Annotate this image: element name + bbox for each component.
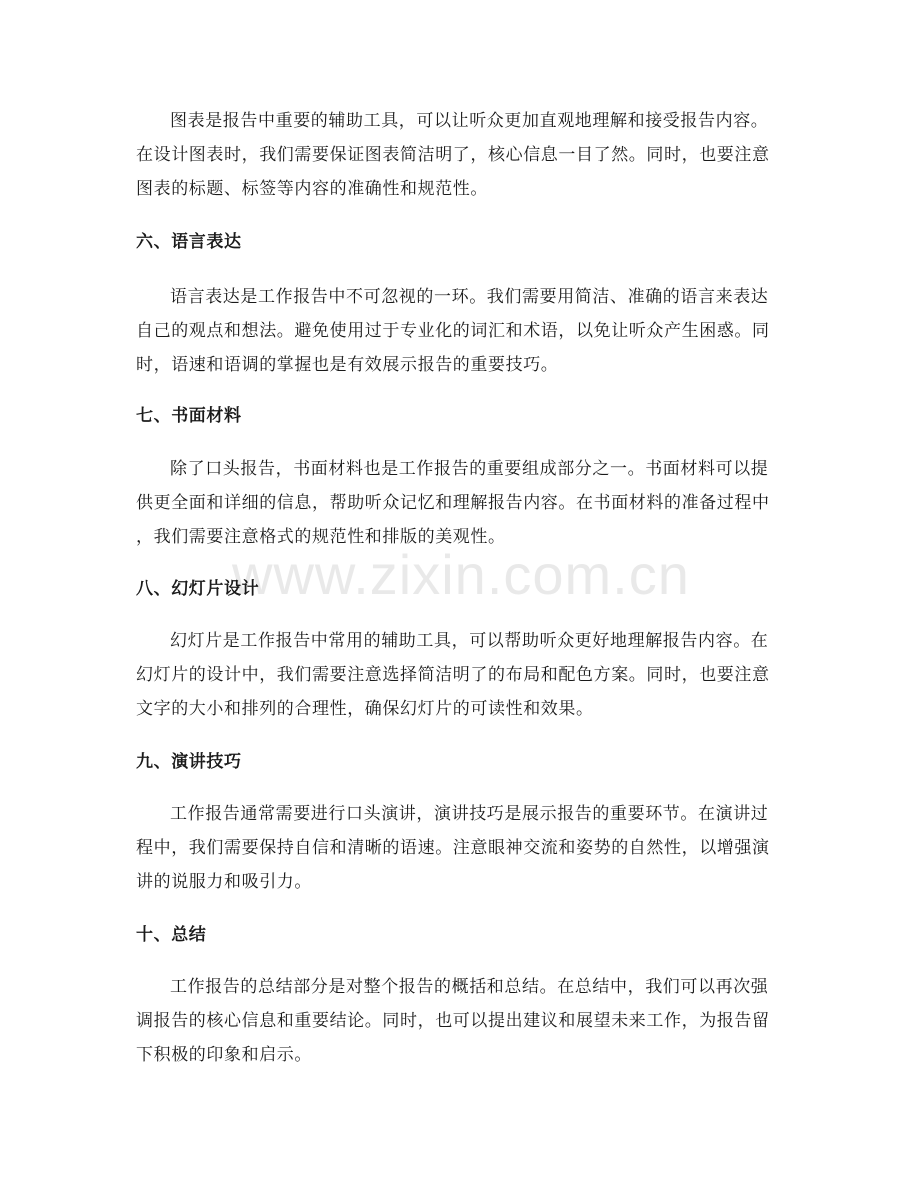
- paragraph-line: 自己的观点和想法。避免使用过于专业化的词汇和术语，以免让听众产生困惑。同: [136, 321, 770, 341]
- paragraph-line: 工作报告的总结部分是对整个报告的概括和总结。在总结中，我们可以再次强: [170, 977, 769, 997]
- paragraph-line: 工作报告通常需要进行口头演讲，演讲技巧是展示报告的重要环节。在演讲过: [170, 804, 769, 824]
- paragraph-line: 供更全面和详细的信息，帮助听众记忆和理解报告内容。在书面材料的准备过程中: [136, 493, 770, 513]
- paragraph-line: 图表是报告中重要的辅助工具，可以让听众更加直观地理解和接受报告内容。: [170, 111, 769, 131]
- section-heading-8: 八、幻灯片设计: [136, 579, 260, 599]
- section-heading-6: 六、语言表达: [136, 232, 242, 252]
- paragraph-line: 调报告的核心信息和重要结论。同时，也可以提出建议和展望未来工作，为报告留: [136, 1011, 770, 1031]
- section-heading-9: 九、演讲技巧: [136, 752, 242, 772]
- section-heading-10: 十、总结: [136, 925, 207, 945]
- paragraph-line: 图表的标题、标签等内容的准确性和规范性。: [136, 179, 488, 199]
- paragraph-line: 文字的大小和排列的合理性，确保幻灯片的可读性和效果。: [136, 699, 594, 719]
- watermark: www.zixin.com.cn: [232, 543, 690, 606]
- section-paragraph-10: [136, 970, 786, 1072]
- paragraph-line: 时，语速和语调的掌握也是有效展示报告的重要技巧。: [136, 355, 559, 375]
- paragraph-line: 幻灯片的设计中，我们需要注意选择简洁明了的布局和配色方案。同时，也要注意: [136, 665, 770, 685]
- section-paragraph-8: [136, 624, 786, 726]
- paragraph-line: 讲的说服力和吸引力。: [136, 872, 312, 892]
- intro-paragraph: [136, 104, 786, 206]
- paragraph-line: 幻灯片是工作报告中常用的辅助工具，可以帮助听众更好地理解报告内容。在: [170, 631, 769, 651]
- paragraph-line: ，我们需要注意格式的规范性和排版的美观性。: [136, 527, 506, 547]
- paragraph-line: 语言表达是工作报告中不可忽视的一环。我们需要用简洁、准确的语言来表达: [170, 287, 769, 307]
- section-paragraph-9: [136, 797, 786, 899]
- paragraph-line: 程中，我们需要保持自信和清晰的语速。注意眼神交流和姿势的自然性，以增强演: [136, 838, 770, 858]
- paragraph-line: 除了口头报告，书面材料也是工作报告的重要组成部分之一。书面材料可以提: [170, 459, 769, 479]
- paragraph-line: 在设计图表时，我们需要保证图表简洁明了，核心信息一目了然。同时，也要注意: [136, 145, 770, 165]
- section-paragraph-7: [136, 452, 786, 554]
- section-heading-7: 七、书面材料: [136, 406, 242, 426]
- paragraph-line: 下积极的印象和启示。: [136, 1045, 312, 1065]
- section-paragraph-6: [136, 280, 786, 382]
